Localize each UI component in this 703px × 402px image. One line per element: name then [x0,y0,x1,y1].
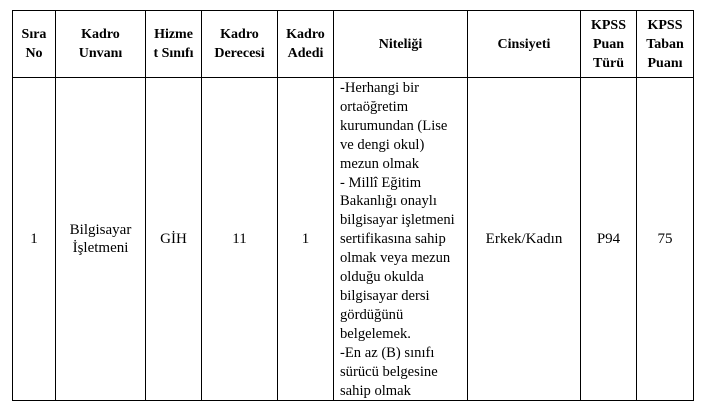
nitelik-line: kurumundan (Lise [340,117,448,134]
nitelik-line: olduğu okulda [340,269,424,286]
header-line: Türü [592,55,625,71]
nitelik-line: gördüğünü [340,306,404,323]
nitelik-line: - Millî Eğitim [340,174,422,191]
nitelik-line: olmak veya mezun [340,250,451,267]
header-cinsiyeti [468,11,581,78]
nitelik-line: sürücü belgesine [340,363,438,380]
cell-kpss-taban-puani: 75 [637,78,694,401]
header-row [13,11,694,78]
header-line: Kadro [286,27,325,42]
nitelik-line: -En az (B) sınıfı [340,344,435,361]
nitelik-line: ortaöğretim [340,98,409,115]
header-line: Sıra [21,27,47,42]
nitelik-line: Bakanlığı onaylı [340,193,437,210]
cell-hizmet-sinifi: GİH [146,78,202,401]
cell-line: Bilgisayar [69,222,132,239]
header-line: KPSS [647,17,683,33]
header-line: Kadro [81,27,120,42]
table-row [13,78,694,401]
cell-sira-no: 1 [13,78,56,401]
header-line: Niteliği [378,36,423,52]
header-kpss-puan-turu [581,11,637,78]
cell-kadro-derecesi: 11 [202,78,278,401]
header-niteligi [334,11,468,78]
nitelik-line: sertifikasına sahip [340,231,446,248]
header-line: Taban [646,36,684,52]
nitelik-line: belgelemek. [340,325,411,342]
header-kpss-taban-puani [637,11,694,78]
header-line: Unvanı [78,46,123,61]
header-line: No [25,46,43,61]
cell-cinsiyeti: Erkek/Kadın [468,78,581,401]
header-line: Adedi [287,46,324,61]
header-line: Cinsiyeti [497,36,551,52]
cell-line: İşletmeni [72,240,129,257]
header-line: Puan [592,36,625,52]
header-line: Puanı [647,55,683,71]
header-line: KPSS [590,17,626,33]
kadro-table [12,10,694,401]
header-line: Hizme [154,27,193,42]
header-kadro-unvani [56,11,146,78]
header-kadro-adedi [278,11,334,78]
nitelik-line: bilgisayar dersi [340,287,430,304]
nitelik-line: -Herhangi bir [340,80,420,96]
nitelik-line: sahip olmak [340,382,411,399]
nitelik-line: mezun olmak [340,155,420,172]
header-hizmet-sinifi [146,11,202,78]
cell-kpss-puan-turu: P94 [581,78,637,401]
header-line: Kadro [220,27,259,42]
cell-kadro-adedi: 1 [278,78,334,401]
nitelik-line: ve dengi okul) [340,136,425,153]
header-sira-no [13,11,56,78]
nitelik-line: bilgisayar işletmeni [340,212,455,229]
cell-niteligi [334,78,468,401]
cell-kadro-unvani [56,78,146,401]
header-line: t Sınıfı [153,46,194,61]
header-line: Derecesi [214,46,265,61]
header-kadro-derecesi [202,11,278,78]
